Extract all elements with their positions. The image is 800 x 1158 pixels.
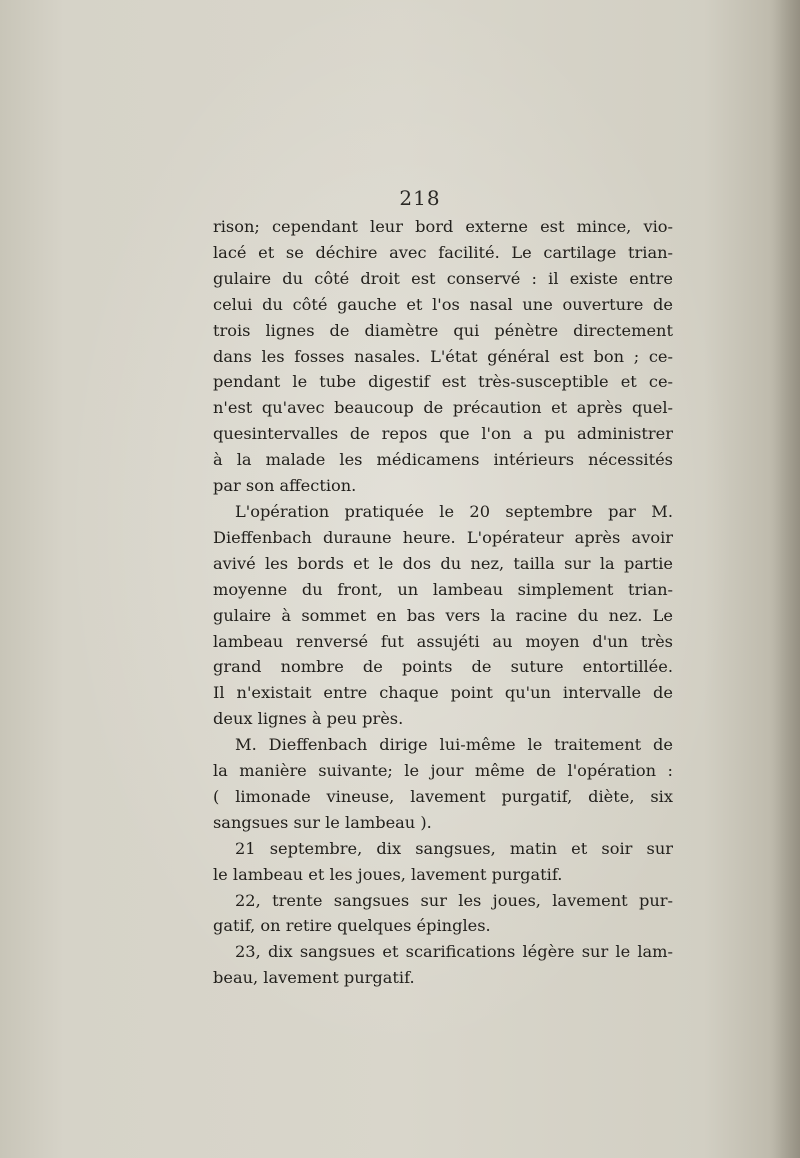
text-line: gulaire du côté droit est conservé : il existe entre — [213, 268, 673, 288]
paragraph-end-line: sangsues sur le lambeau ). — [213, 812, 432, 832]
paragraph-end-line: gatif, on retire quelques épingles. — [213, 916, 491, 936]
text-line: la manière suivante; le jour même de l'opération : — [213, 761, 673, 781]
text-line: celui du côté gauche et l'os nasal une ouverture de — [213, 294, 673, 314]
paragraph-start-line: M. Dieffenbach dirige lui-même le traitement de — [235, 735, 673, 755]
paragraph-start-line: 22, trente sangsues sur les joues, lavement pur- — [235, 890, 673, 910]
paragraph-start-line: L'opération pratiquée le 20 septembre par M. — [235, 501, 673, 521]
text-line: n'est qu'avec beaucoup de précaution et après quel- — [213, 398, 673, 418]
text-line: pendant le tube digestif est très-susceptible et ce- — [213, 372, 673, 392]
text-line: ( limonade vineuse, lavement purgatif, diète, six — [213, 786, 673, 806]
paragraph-start-line: 21 septembre, dix sangsues, matin et soir sur — [235, 838, 673, 858]
text-line: lambeau renversé fut assujéti au moyen d'un très — [213, 631, 673, 651]
text-line: moyenne du front, un lambeau simplement trian- — [213, 579, 673, 599]
paragraph-end-line: le lambeau et les joues, lavement purgatif. — [213, 864, 563, 884]
page-number: 218 — [399, 186, 441, 210]
text-line: gulaire à sommet en bas vers la racine du nez. Le — [213, 605, 673, 625]
paragraph-end-line: beau, lavement purgatif. — [213, 968, 415, 988]
body-text — [213, 214, 673, 991]
paragraph-start-line: 23, dix sangsues et scarifications légère sur le lam- — [235, 942, 673, 962]
text-line: Dieffenbach duraune heure. L'opérateur après avoir — [213, 527, 673, 547]
text-line: dans les fosses nasales. L'état général est bon ; ce- — [213, 346, 673, 366]
paragraph-end-line: par son affection. — [213, 476, 357, 496]
text-line: quesintervalles de repos que l'on a pu administrer — [213, 424, 673, 444]
text-line: avivé les bords et le dos du nez, tailla sur la partie — [213, 553, 673, 573]
text-line: grand nombre de points de suture entortillée. — [213, 657, 673, 677]
paragraph-end-line: deux lignes à peu près. — [213, 709, 404, 729]
text-line: Il n'existait entre chaque point qu'un intervalle de — [213, 683, 673, 703]
text-line: lacé et se déchire avec facilité. Le cartilage trian- — [213, 242, 673, 262]
text-line: trois lignes de diamètre qui pénètre directement — [213, 320, 673, 340]
text-line: rison; cependant leur bord externe est mince, vio- — [213, 217, 673, 236]
text-line: à la malade les médicamens intérieurs nécessités — [213, 450, 673, 470]
